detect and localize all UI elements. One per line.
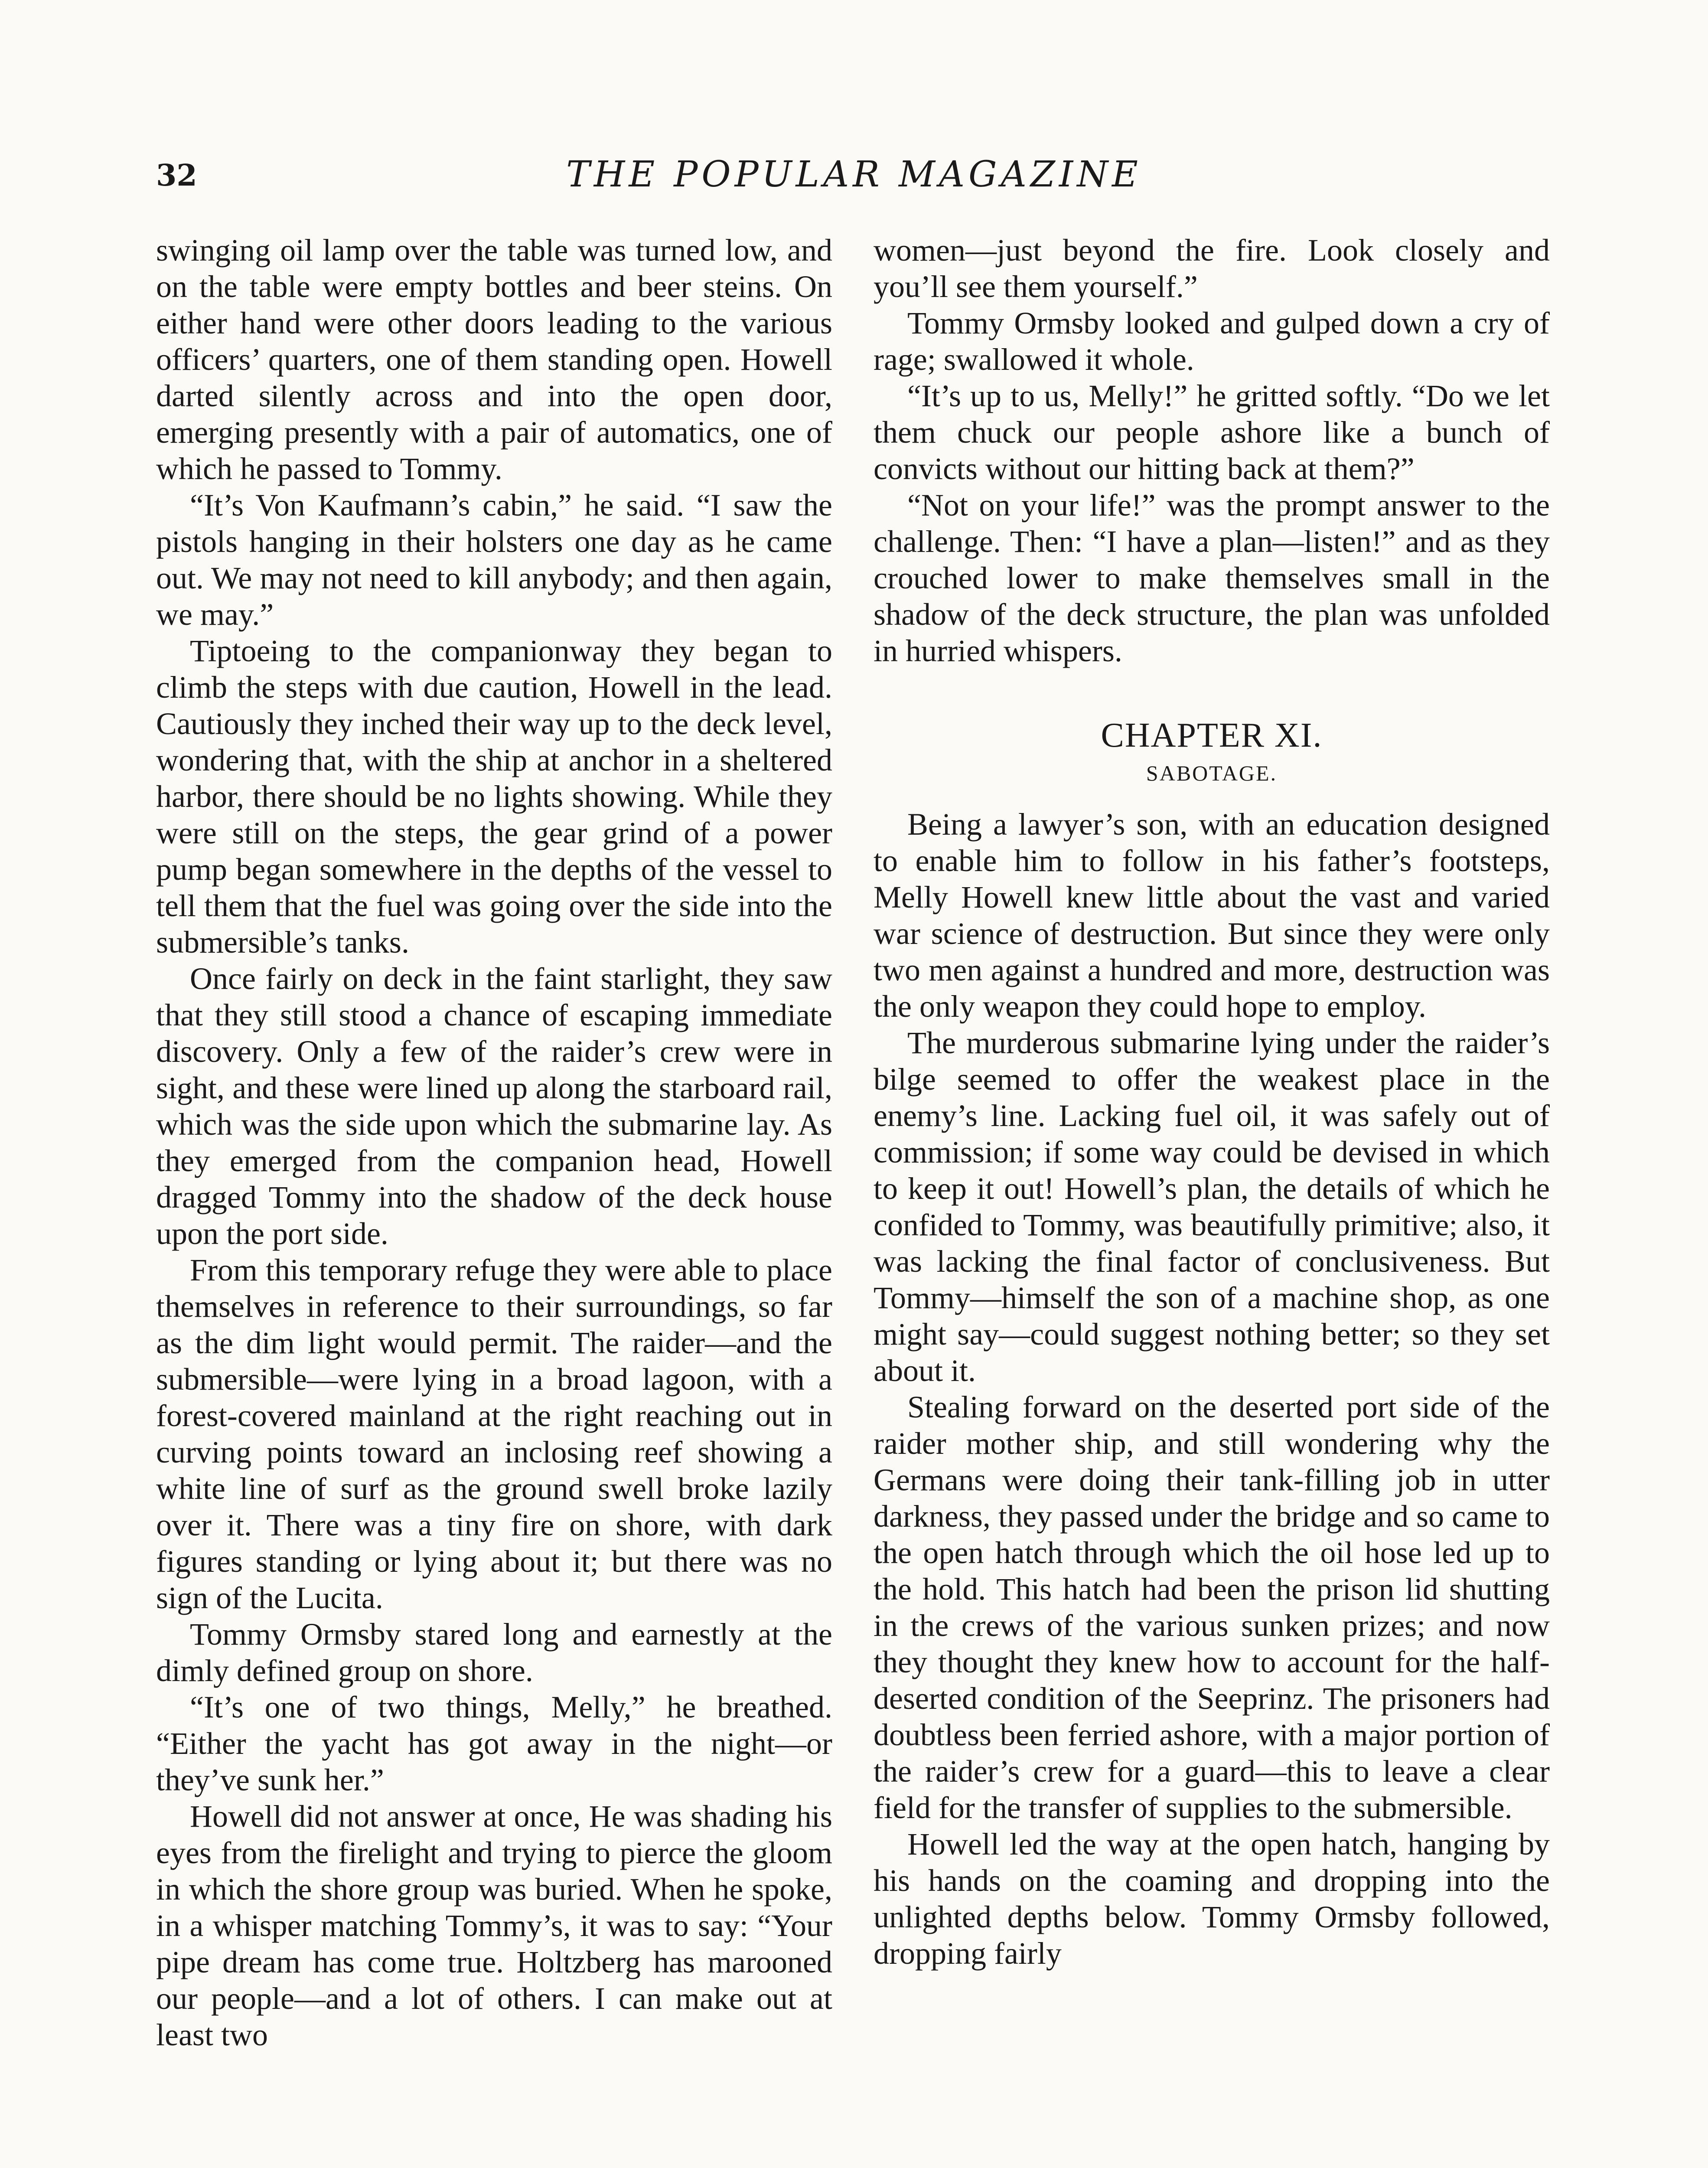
paragraph: women—just beyond the fire. Look closely and you’ll see them yourself.” (874, 233, 1550, 304)
paragraph: “Not on your life!” was the prompt answer to the challenge. Then: “I have a plan—listen!” and as they crouched lower to make themselves small in the shadow of the deck structure, the plan was unfolded in hurried whispers. (874, 488, 1550, 668)
page-header (156, 154, 1552, 206)
paragraph: Tommy Ormsby stared long and earnestly at the dimly defined group on shore. (156, 1617, 832, 1688)
left-column (156, 232, 832, 2053)
paragraph: “It’s Von Kaufmann’s cabin,” he said. “I saw the pistols hanging in their holsters one day as he came out. We may not need to kill anybody; and then again, we may.” (156, 488, 832, 632)
paragraph: Howell led the way at the open hatch, hanging by his hands on the coaming and dropping into the unlighted depths below. Tommy Ormsby followed, dropping fairly (874, 1827, 1550, 1971)
paragraph: The murderous submarine lying under the raider’s bilge seemed to offer the weakest place in the enemy’s line. Lacking fuel oil, it was safely out of commission; if some way could be devised in which to keep it out! Howell’s plan, the details of which he confided to Tommy, was beautifully primitive; also, it was lacking the final factor of conclusiveness. But Tommy—himself the son of a machine shop, as one might say—could suggest nothing better; so they set about it. (874, 1025, 1550, 1388)
paragraph: “It’s up to us, Melly!” he gritted softly. “Do we let them chuck our people ashore like a bunch of convicts without our hitting back at them?” (874, 379, 1550, 486)
page-number: 32 (156, 158, 197, 193)
paragraph: “It’s one of two things, Melly,” he breathed. “Either the yacht has got away in the night—or they’ve sunk her.” (156, 1690, 832, 1797)
paragraph: From this temporary refuge they were able to place themselves in reference to their surroundings, so far as the dim light would permit. The raider—and the submersible—were lying in a broad lagoon, with a forest-covered mainland at the right reaching out in curving points toward an inclosing reef showing a white line of surf as the ground swell broke lazily over it. There was a tiny fire on shore, with dark figures standing or lying about it; but there was no sign of the Lucita. (156, 1253, 832, 1615)
chapter-subtitle: SABOTAGE. (1146, 761, 1278, 785)
paragraph: Stealing forward on the deserted port side of the raider mother ship, and still wondering why the Germans were doing their tank-filling job in utter darkness, they passed under the bridge and so came to the open hatch through which the oil hose led up to the hold. This hatch had been the prison lid shutting in the crews of the various sunken prizes; and now they thought they knew how to account for the half-deserted condition of the Seeprinz. The prisoners had doubtless been ferried ashore, with a major portion of the raider’s crew for a guard—this to leave a clear field for the transfer of supplies to the submersible. (874, 1390, 1550, 1825)
paragraph: swinging oil lamp over the table was turned low, and on the table were empty bottles and beer steins. On either hand were other doors leading to the various officers’ quarters, one of them standing open. Howell darted silently across and into the open door, emerging presently with a pair of automatics, one of which he passed to Tommy. (156, 233, 832, 486)
paragraph: Howell did not answer at once, He was shading his eyes from the firelight and trying to pierce the gloom in which the shore group was buried. When he spoke, in a whisper matching Tommy’s, it was to say: “Your pipe dream has come true. Holtzberg has marooned our people—and a lot of others. I can make out at least two (156, 1799, 832, 2052)
paragraph: Tommy Ormsby looked and gulped down a cry of rage; swallowed it whole. (874, 306, 1550, 377)
chapter-heading: CHAPTER XI. (1101, 716, 1323, 754)
paragraph: Once fairly on deck in the faint starlight, they saw that they still stood a chance of escaping immediate discovery. Only a few of the raider’s crew were in sight, and these were lined up along the starboard rail, which was the side upon which the submarine lay. As they emerged from the companion head, Howell dragged Tommy into the shadow of the deck house upon the port side. (156, 961, 832, 1251)
paragraph: Being a lawyer’s son, with an education designed to enable him to follow in his father’s footsteps, Melly Howell knew little about the vast and varied war science of destruction. But since they were only two men against a hundred and more, destruction was the only weapon they could hope to employ. (874, 807, 1550, 1024)
right-column (874, 232, 1550, 1972)
magazine-title: THE POPULAR MAGAZINE (566, 154, 1142, 195)
paragraph: Tiptoeing to the companionway they began to climb the steps with due caution, Howell in the lead. Cautiously they inched their way up to the deck level, wondering that, with the ship at anchor in a sheltered harbor, there should be no lights showing. While they were still on the steps, the gear grind of a power pump began somewhere in the depths of the vessel to tell them that the fuel was going over the side into the submersible’s tanks. (156, 633, 832, 960)
